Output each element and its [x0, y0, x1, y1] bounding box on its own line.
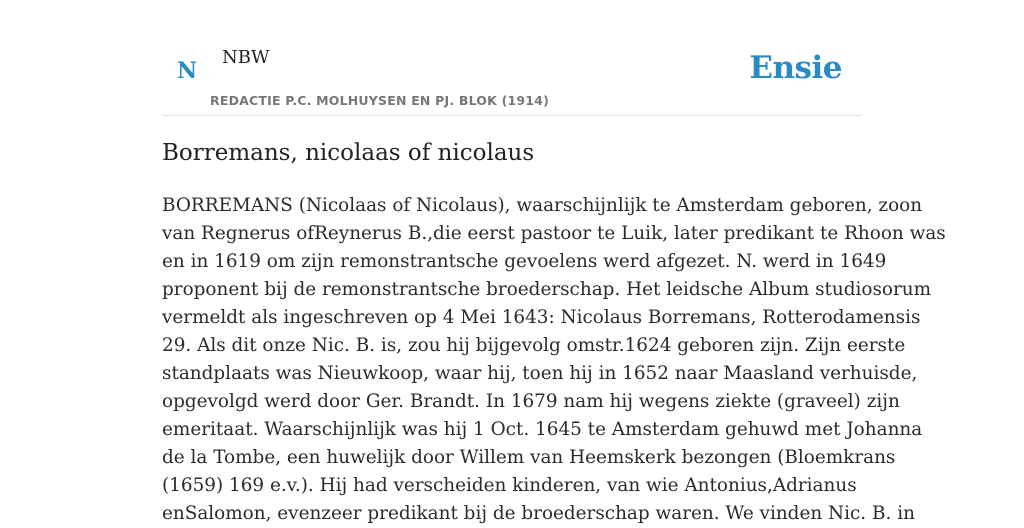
- article-line: en in 1619 om zijn remonstrantsche gevoelens werd afgezet. N. werd in 1649: [162, 251, 887, 272]
- source-title-link[interactable]: NBW: [222, 47, 270, 68]
- article-line: standplaats was Nieuwkoop, waar hij, toen hij in 1652 naar Maasland verhuisde,: [162, 363, 918, 384]
- article-line: de la Tombe, een huwelijk door Willem van Heemskerk bezongen (Bloemkrans: [162, 447, 896, 468]
- article-line: 29. Als dit onze Nic. B. is, zou hij bijgevolg omstr.1624 geboren zijn. Zijn eerste: [162, 335, 906, 356]
- header: [162, 0, 862, 116]
- article-title: Borremans, nicolaas of nicolaus: [162, 140, 535, 166]
- article-line: enSalomon, evenzeer predikant bij de broederschap waren. We vinden Nic. B. in: [162, 503, 915, 524]
- article-line: van Regnerus ofReynerus B.,die eerst pastoor te Luik, later predikant te Rhoon was: [162, 223, 946, 244]
- brand-logo-link[interactable]: Ensie: [749, 50, 842, 86]
- article-line: proponent bij de remonstrantsche broederschap. Het leidsche Album studiosorum: [162, 279, 932, 300]
- article-line: opgevolgd werd door Ger. Brandt. In 1679 nam hij wegens ziekte (graveel) zijn: [162, 391, 900, 412]
- source-logo[interactable]: N: [177, 58, 198, 84]
- article-line: vermeldt als ingeschreven op 4 Mei 1643: Nicolaus Borremans, Rotterodamensis: [162, 307, 921, 328]
- article-body: [162, 192, 946, 528]
- page-container: [162, 0, 946, 524]
- article-line: BORREMANS (Nicolaas of Nicolaus), waarschijnlijk te Amsterdam geboren, zoon: [162, 195, 923, 216]
- article-line: emeritaat. Waarschijnlijk was hij 1 Oct. 1645 te Amsterdam gehuwd met Johanna: [162, 419, 923, 440]
- source-subtitle: REDACTIE P.C. MOLHUYSEN EN PJ. BLOK (1914): [210, 93, 549, 108]
- article-line: (1659) 169 e.v.). Hij had verscheiden kinderen, van wie Antonius,Adrianus: [162, 475, 857, 496]
